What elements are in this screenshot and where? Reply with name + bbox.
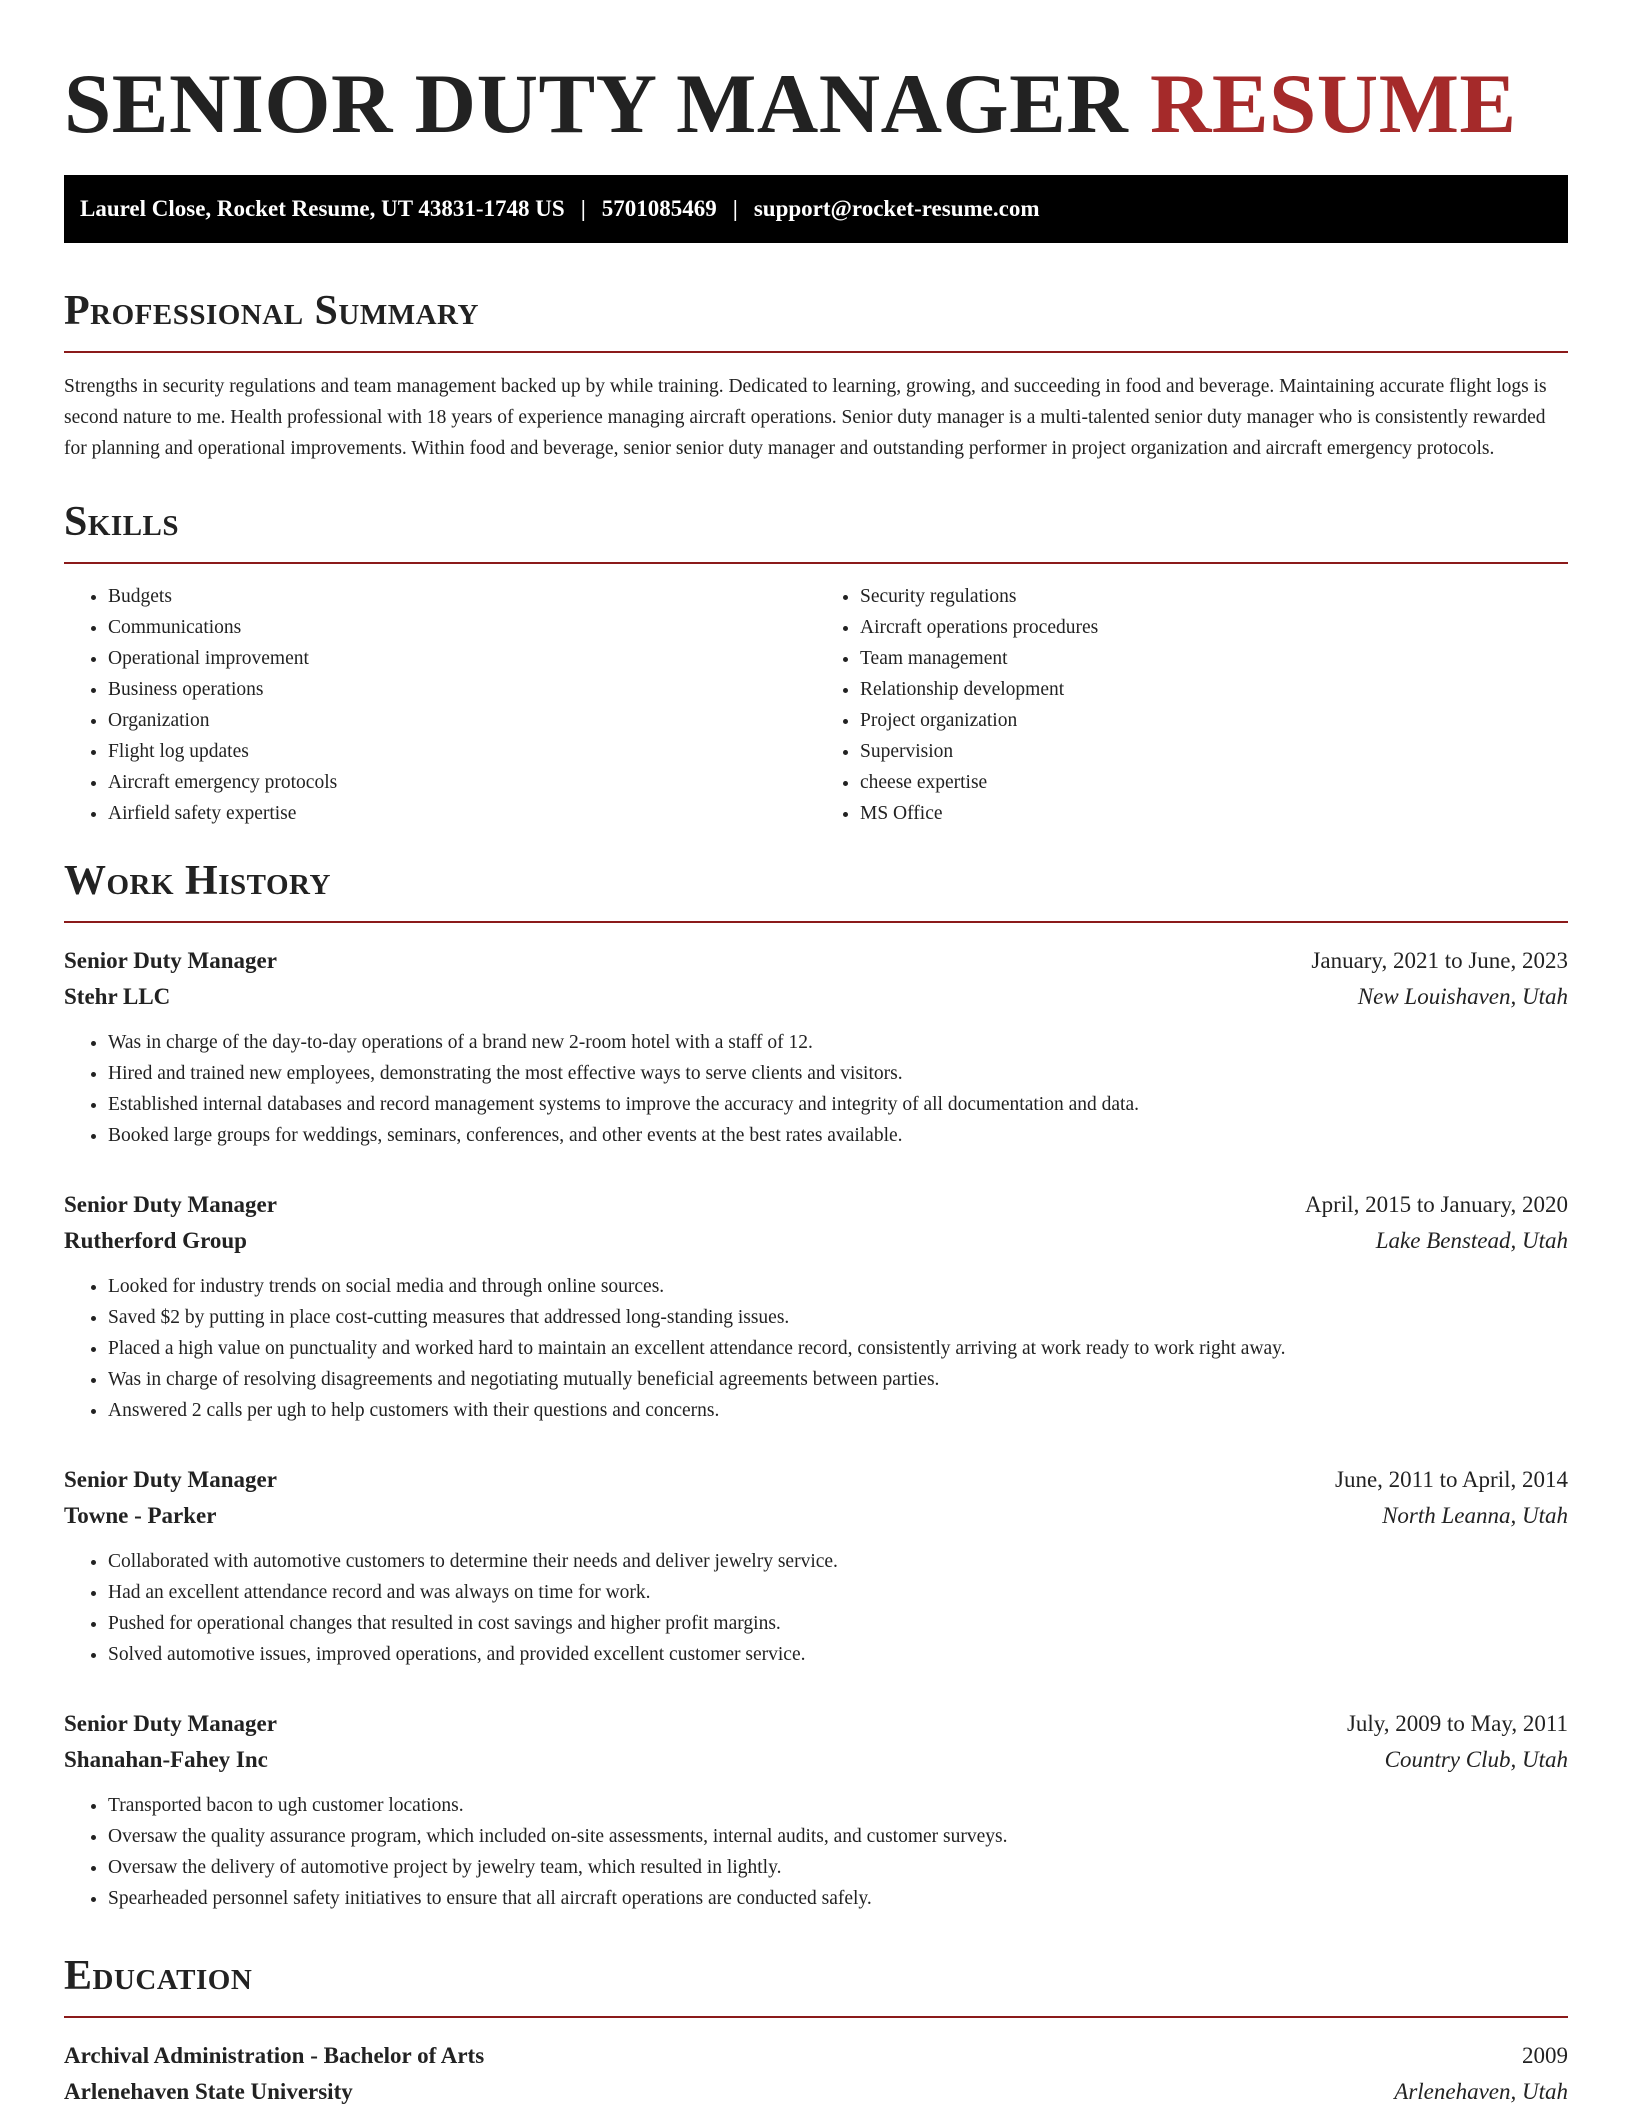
job-duty: • Transported bacon to ugh customer locations.	[108, 1790, 1568, 1821]
job-title: Senior Duty Manager	[64, 1467, 277, 1492]
work-history-heading: Work History	[64, 858, 331, 904]
skill-item: • Project organization	[860, 705, 1568, 736]
job-entry	[64, 1462, 1568, 1670]
job-dates: July, 2009 to May, 2011	[1346, 1711, 1568, 1736]
skill-item: • Flight log updates	[108, 736, 816, 767]
job-duty: • Collaborated with automotive customers to determine their needs and deliver jewelry service.	[108, 1546, 1568, 1577]
education-degree: Archival Administration - Bachelor of Arts	[64, 2043, 485, 2068]
contact-email: support@rocket-resume.com	[753, 196, 1040, 221]
summary-text: Strengths in security regulations and team management backed up by while training. Dedicated to learning, growing, and succeeding in food and beverage. Maintaining accurate flight logs is second nature to me. Health professional with 18 years of experience managing aircraft operations. Senior duty manager is a multi-talented senior duty manager who is consistently rewarded for planning and operational improvements. Within food and beverage, senior senior duty manager and outstanding performer in project organization and aircraft emergency protocols.	[64, 376, 1547, 459]
education-location: Arlenehaven, Utah	[1394, 2079, 1568, 2104]
contact-bar	[64, 175, 1568, 243]
skill-item: • Organization	[108, 705, 816, 736]
job-duty: • Booked large groups for weddings, seminars, conferences, and other events at the best rates available.	[108, 1120, 1568, 1151]
section-divider	[64, 2016, 1568, 2018]
job-duty: • Was in charge of resolving disagreements and negotiating mutually beneficial agreements between parties.	[108, 1364, 1568, 1395]
skill-item: • Aircraft operations procedures	[860, 612, 1568, 643]
job-duty: • Had an excellent attendance record and was always on time for work.	[108, 1577, 1568, 1608]
skill-item: • Business operations	[108, 674, 816, 705]
skill-item: • Relationship development	[860, 674, 1568, 705]
job-title: Senior Duty Manager	[64, 1192, 277, 1217]
job-title: Senior Duty Manager	[64, 948, 277, 973]
job-location: North Leanna, Utah	[1382, 1503, 1568, 1528]
job-duty: • Hired and trained new employees, demonstrating the most effective ways to serve clients and visitors.	[108, 1058, 1568, 1089]
job-dates: June, 2011 to April, 2014	[1335, 1467, 1568, 1492]
job-company: Rutherford Group	[64, 1228, 247, 1253]
resume-title-accent: RESUME	[1149, 57, 1517, 151]
job-duty: • Oversaw the delivery of automotive project by jewelry team, which resulted in lightly.	[108, 1852, 1568, 1883]
skill-item: • Airfield safety expertise	[108, 798, 816, 829]
section-divider	[64, 351, 1568, 353]
job-duty: • Looked for industry trends on social media and through online sources.	[108, 1271, 1568, 1302]
skill-item: • Aircraft emergency protocols	[108, 767, 816, 798]
education-entry	[64, 2038, 1568, 2110]
job-entry	[64, 1706, 1568, 1914]
education-heading: Education	[64, 1953, 253, 1999]
job-entry	[64, 943, 1568, 1151]
skill-item: • cheese expertise	[860, 767, 1568, 798]
summary-heading: Professional Summary	[64, 288, 479, 334]
job-duties	[64, 1546, 1568, 1670]
contact-phone: 5701085469	[601, 196, 717, 221]
job-duty: • Was in charge of the day-to-day operations of a brand new 2-room hotel with a staff of 12.	[108, 1027, 1568, 1058]
job-company: Stehr LLC	[64, 984, 171, 1009]
skill-item: • Budgets	[108, 581, 816, 612]
job-duty: • Solved automotive issues, improved operations, and provided excellent customer service.	[108, 1639, 1568, 1670]
resume-title-main: SENIOR DUTY MANAGER	[64, 57, 1129, 151]
skill-item: • MS Office	[860, 798, 1568, 829]
skills-columns	[64, 581, 1568, 829]
job-location: New Louishaven, Utah	[1357, 984, 1568, 1009]
job-dates: January, 2021 to June, 2023	[1311, 948, 1568, 973]
education-school: Arlenehaven State University	[64, 2079, 353, 2104]
section-divider	[64, 921, 1568, 923]
job-duty: • Oversaw the quality assurance program, which included on-site assessments, internal audits, and customer surveys.	[108, 1821, 1568, 1852]
job-dates: April, 2015 to January, 2020	[1305, 1192, 1568, 1217]
job-duty: • Placed a high value on punctuality and worked hard to maintain an excellent attendance record, consistently arriving at work ready to work right away.	[108, 1333, 1568, 1364]
skill-item: • Operational improvement	[108, 643, 816, 674]
job-duty: • Saved $2 by putting in place cost-cutting measures that addressed long-standing issues.	[108, 1302, 1568, 1333]
job-company: Towne - Parker	[64, 1503, 217, 1528]
skill-item: • Team management	[860, 643, 1568, 674]
contact-separator: |	[580, 196, 586, 221]
skill-item: • Supervision	[860, 736, 1568, 767]
skills-heading: Skills	[64, 499, 180, 545]
job-location: Lake Benstead, Utah	[1375, 1228, 1568, 1253]
skills-list-right	[816, 581, 1568, 829]
job-duties	[64, 1271, 1568, 1426]
education-year: 2009	[1522, 2043, 1568, 2068]
job-entry	[64, 1187, 1568, 1426]
job-duty: • Answered 2 calls per ugh to help customers with their questions and concerns.	[108, 1395, 1568, 1426]
resume-title	[64, 0, 1568, 152]
job-company: Shanahan-Fahey Inc	[64, 1747, 268, 1772]
job-duty: • Pushed for operational changes that resulted in cost savings and higher profit margins.	[108, 1608, 1568, 1639]
job-duties	[64, 1790, 1568, 1914]
section-divider	[64, 562, 1568, 564]
skill-item: • Communications	[108, 612, 816, 643]
job-location: Country Club, Utah	[1384, 1747, 1568, 1772]
contact-address: Laurel Close, Rocket Resume, UT 43831-1748 US	[80, 196, 565, 221]
job-title: Senior Duty Manager	[64, 1711, 277, 1736]
job-duty: • Established internal databases and record management systems to improve the accuracy and integrity of all documentation and data.	[108, 1089, 1568, 1120]
skill-item: • Security regulations	[860, 581, 1568, 612]
skills-list-left	[64, 581, 816, 829]
job-duty: • Spearheaded personnel safety initiatives to ensure that all aircraft operations are conducted safely.	[108, 1883, 1568, 1914]
job-duties	[64, 1027, 1568, 1151]
contact-separator: |	[732, 196, 738, 221]
